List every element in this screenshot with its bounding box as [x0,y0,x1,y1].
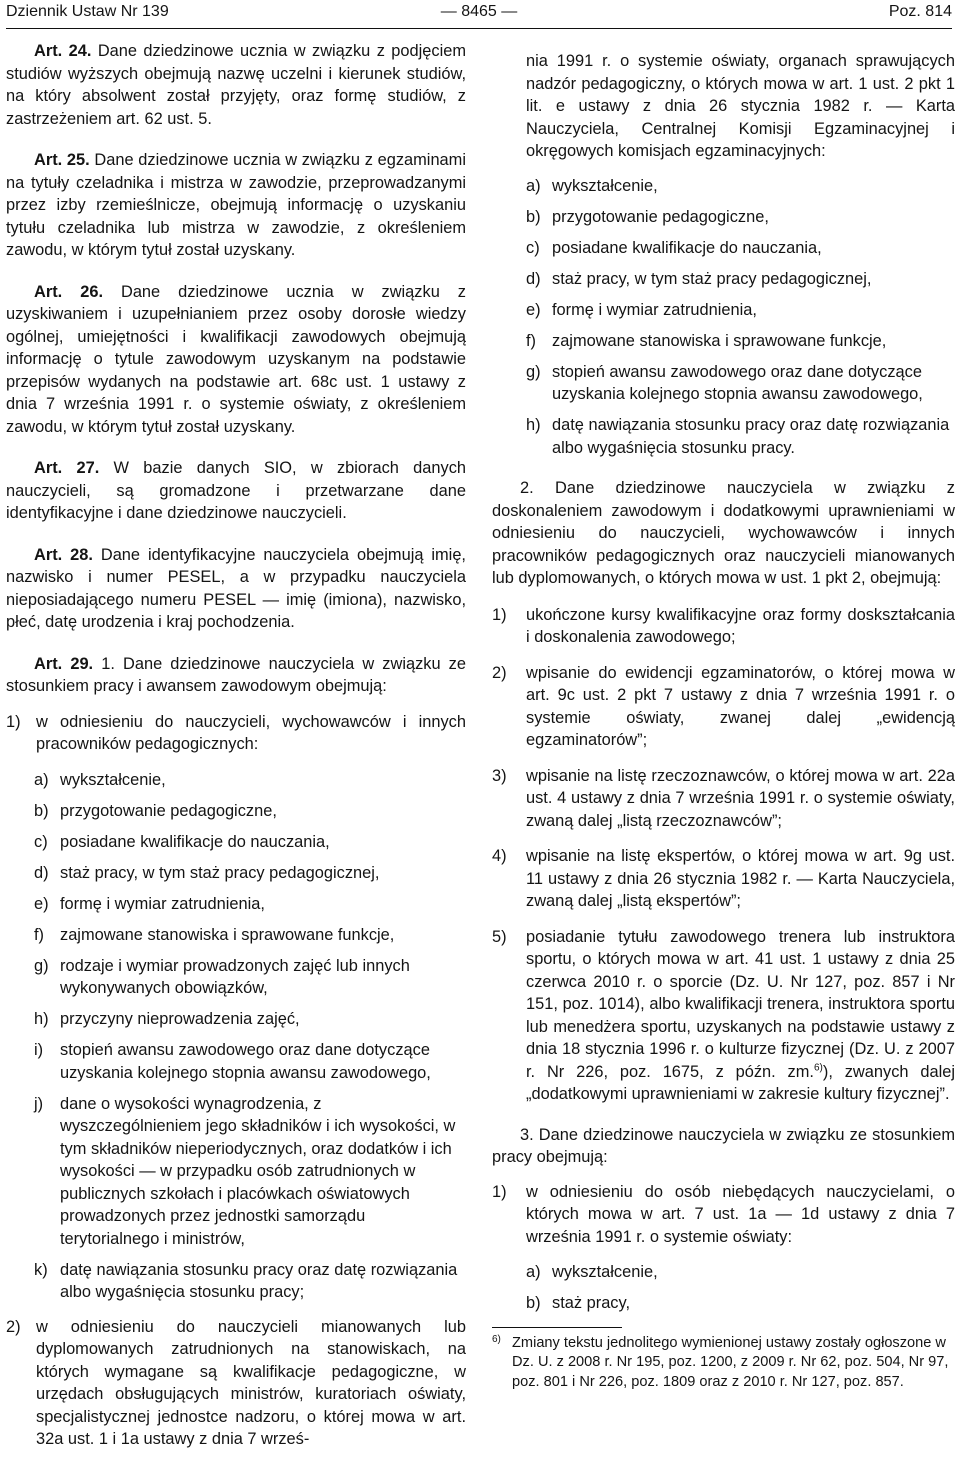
footnote-mark: 6) [492,1333,501,1345]
item-text: datę nawiązania stosunku pracy oraz datę rozwiązania albo wygaśnięcia stosunku pracy. [552,416,950,457]
list-item [34,862,466,885]
article-text: 1. Dane dziedzinowe nauczyciela w związku ze stosunkiem pracy i awansem zawodowym obejmują: [6,654,466,695]
list-item [492,845,955,913]
article-number: Art. 24. [34,42,92,60]
list-item [526,175,955,198]
item-text: stopień awansu zawodowego oraz dane dotyczące uzyskania kolejnego stopnia awansu zawodowego, [552,362,923,403]
list-item [526,1261,955,1284]
item-text: datę nawiązania stosunku pracy oraz datę rozwiązania albo wygaśnięcia stosunku pracy; [60,1260,458,1301]
item-text: wykształcenie, [552,176,658,195]
item-label: f) [526,331,537,350]
list-item [492,1181,955,1249]
right-column [492,50,955,1392]
item-text: ), zwanych dalej „dodatkowymi uprawnieniami w zakresie kultury fizycznej”. [526,1062,955,1103]
item-text: przygotowanie pedagogiczne, [60,801,277,820]
item-text: staż pracy, w tym staż pracy pedagogicznej, [60,863,380,882]
item-text: wpisanie na listę rzeczoznawców, o której mowa w art. 22a ust. 4 ustawy z dnia 7 września 1991 r. o systemie oświaty, zwaną dalej „listą rzeczoznawców”; [526,766,955,830]
item-text: posiadane kwalifikacje do nauczania, [552,238,822,257]
list-item [526,268,955,291]
item-label: g) [34,956,49,975]
item-label: b) [526,207,541,226]
list-item [34,955,466,1000]
item-label: b) [526,1294,541,1312]
item-label: 1) [492,605,507,624]
article-number: Art. 27. [34,459,100,477]
item-text: zajmowane stanowiska i sprawowane funkcje, [60,925,395,944]
list-item [492,662,955,752]
item-label: a) [34,770,49,789]
list-item [526,414,955,459]
item-label: 5) [492,927,507,946]
item-label: e) [526,300,541,319]
page-header [6,0,952,26]
item-text: staż pracy, w tym staż pracy pedagogicznej, [552,269,872,288]
list-item [34,1039,466,1084]
article-number: Art. 29. [34,654,94,673]
footnote-reference: 6) [813,1062,823,1074]
list-item [526,299,955,322]
item-text: wpisanie na listę ekspertów, o której mowa w art. 9g ust. 11 ustawy z dnia 26 stycznia 1982 r. — Karta Nauczyciela, zwaną dalej „listą ekspertów”; [526,847,955,910]
item-text: rodzaje i wymiar prowadzonych zajęć lub innych wykonywanych obowiązków, [60,956,410,997]
item-label: g) [526,362,541,381]
item-label: 2) [6,1317,21,1336]
item-label: 4) [492,847,507,865]
item-label: c) [34,832,48,851]
paragraph-2: 2. Dane dziedzinowe nauczyciela w związku z doskonaleniem zawodowym i dodatkowymi uprawnieniami w odniesieniu do nauczycieli, wychowawców i innych pracowników pedagogicznych oraz nauczycieli mianowanych lub dyplomowanych, o których mowa w ust. 1 pkt 2, obejmują: [492,479,955,587]
article-27 [6,457,466,525]
page-number: — 8465 — [440,3,518,20]
item-label: 2) [492,663,507,682]
list-item [34,1259,466,1304]
item-text: zajmowane stanowiska i sprawowane funkcje, [552,331,887,350]
item-text: dane o wysokości wynagrodzenia, z wyszczególnieniem jego składników i ich wysokości, w tym składników nieperiodycznych, oraz dodatków i ich wysokości — w przypadku osób zatrudnionych w publicznych szkołach i placówkach oświatowych prowadzonych przez jednostki samorządu terytorialnego i ministrów, [60,1094,456,1248]
item-label: a) [526,176,541,195]
list-item [526,237,955,260]
item-label: h) [526,416,541,434]
article-number: Art. 26. [34,282,103,301]
position-number: Poz. 814 [888,3,952,20]
article-text: W bazie danych SIO, w zbiorach danych nauczycieli, są gromadzone i przetwarzane dane identyfikacyjne i dane dziedzinowe nauczycieli. [6,459,467,522]
continuation-text: nia 1991 r. o systemie oświaty, organach sprawujących nadzór pedagogiczny, o których mowa w art. 1 ust. 2 pkt 1 lit. e ustawy z dnia 26 stycznia 1982 r. — Karta Nauczyciela, Centralnej Komisji Egzaminacyjnej i okręgowych komisjach egzaminacyjnych: [526,52,955,160]
article-28 [6,544,466,634]
article-24 [6,40,466,130]
footnote-rule [492,1327,622,1328]
list-item [492,765,955,833]
article-text: Dane identyfikacyjne nauczyciela obejmują imię, nazwisko i numer PESEL, a w przypadku nauczyciela nieposiadającego numeru PESEL — imię (imiona), nazwisko, płeć, datę urodzenia i kraj pochodzenia. [6,545,466,631]
left-column [6,40,466,1464]
item-text: wykształcenie, [60,770,166,789]
item-text: w odniesieniu do osób niebędących nauczycielami, o których mowa w art. 7 ust. 1a — 1d ustawy z dnia 7 września 1991 r. o systemie oświaty: [526,1182,955,1246]
sub-list [6,769,466,1304]
article-number: Art. 25. [34,151,90,169]
item-label: 1) [492,1182,507,1201]
item-label: 3) [492,766,507,785]
item-text: ukończone kursy kwalifikacyjne oraz formy doskształcania i doskonalenia zawodowego; [526,605,955,646]
item-text: w odniesieniu do nauczycieli, wychowawców i innych pracowników pedagogicznych: [36,712,466,753]
item-text: stopień awansu zawodowego oraz dane dotyczące uzyskania kolejnego stopnia awansu zawodowego, [60,1041,431,1082]
list-item [34,1093,466,1251]
list-item [34,831,466,854]
list-item [492,604,955,649]
list-item [526,1292,955,1315]
footnote-text: Zmiany tekstu jednolitego wymienionej ustawy zostały ogłoszone w Dz. U. z 2008 r. Nr 195, poz. 1200, z 2009 r. Nr 62, poz. 504, Nr 97, poz. 801 i Nr 226, poz. 1809 oraz z 2010 r. Nr 127, poz. 857. [512,1334,949,1390]
list-item [34,1008,466,1031]
header-rule [6,28,952,29]
list-item [492,926,955,1106]
list-item [6,1316,466,1451]
sub-list [492,1261,955,1315]
list-item [34,769,466,792]
item-label: i) [34,1041,44,1059]
item-label: d) [34,863,49,882]
article-text: Dane dziedzinowe ucznia w związku z podjęciem studiów wyższych obejmują nazwę uczelni i kierunek studiów, na który absolwent został przyjęty, oraz formę studiów, z zastrzeżeniem art. 62 ust. 5. [6,42,466,128]
item-label: b) [34,801,49,820]
item-text: posiadanie tytułu zawodowego trenera lub instruktora sportu, o których mowa w art. 41 ust. 1 ustawy z dnia 25 czerwca 2010 r. o sporcie (Dz. U. Nr 127, poz. 857 i Nr 151, poz. 1014), albo kwalifikacji trenera, instruktora sportu lub menedżera sportu, uzyskanych na podstawie ustawy z dnia 18 stycznia 1996 r. o kulturze fizycznej (Dz. U. z 2007 r. Nr 226, poz. 1675, z późn. zm. [526,927,955,1081]
item-text: posiadane kwalifikacje do nauczania, [60,832,330,851]
article-26 [6,281,466,439]
article-text: Dane dziedzinowe ucznia w związku z egzaminami na tytuły czeladnika i mistrza w zawodzie, przeprowadzanymi przez izby rzemieślnicze, obejmują informację o uzyskaniu tytułu czeladnika lub mistrza w zawodzie, z określeniem zawodu, w którym tytuł został uzyskany. [6,151,466,259]
item-label: a) [526,1263,541,1281]
item-label: h) [34,1010,49,1028]
item-list [492,604,955,913]
item-label: d) [526,269,541,288]
list-item [34,800,466,823]
item-text: przyczyny nieprowadzenia zajęć, [60,1010,300,1028]
list-item [34,893,466,916]
item-label: e) [34,894,49,913]
list-item [526,361,955,406]
article-29 [6,653,466,698]
item-label: j) [34,1094,44,1113]
item-text: staż pracy, [552,1294,631,1312]
list-item [526,206,955,229]
list-item [526,330,955,353]
list-item [34,924,466,947]
item-label: k) [34,1260,48,1279]
item-text: w odniesieniu do nauczycieli mianowanych lub dyplomowanych zatrudnionych na stanowiskach, na których wymagane są kwalifikacje pedagogiczne, w urzędach obsługujących ministrów, kuratoriach oświaty, specjalistycznej jednostce nadzoru, o której mowa w art. 32a ust. 1 i 1a ustawy z dnia 7 wrześ- [36,1317,466,1448]
footnote [492,1334,955,1393]
sub-list [492,175,955,460]
item-text: wykształcenie, [552,1263,658,1281]
item-text: formę i wymiar zatrudnienia, [60,894,265,913]
article-number: Art. 28. [34,545,93,564]
item-label: c) [526,238,540,257]
journal-title: Dziennik Ustaw Nr 139 [6,3,169,20]
list-item [6,711,466,756]
paragraph-3: 3. Dane dziedzinowe nauczyciela w związku ze stosunkiem pracy obejmują: [492,1125,955,1166]
item-text: formę i wymiar zatrudnienia, [552,300,757,319]
article-text: Dane dziedzinowe ucznia w związku z uzyskiwaniem i uzupełnianiem przez osoby dorosłe wiedzy ogólnej, umiejętności i kwalifikacji zawodowych obejmują informację o tytule zawodowym uzyskanym na podstawie przepisów wydanych na podstawie art. 68c ust. 1 ustawy z dnia 7 września 1991 r. o systemie oświaty, z określeniem zawodu, w którym tytuł został uzyskany. [6,282,466,436]
item-text: przygotowanie pedagogiczne, [552,207,769,226]
item-label: f) [34,925,45,944]
article-25 [6,149,466,262]
item-label: 1) [6,712,21,731]
item-text: wpisanie do ewidencji egzaminatorów, o której mowa w art. 9c ust. 2 pkt 7 ustawy z dnia 7 września 1991 r. o systemie oświaty, zwanej dalej „ewidencją egzaminatorów”; [526,663,955,749]
